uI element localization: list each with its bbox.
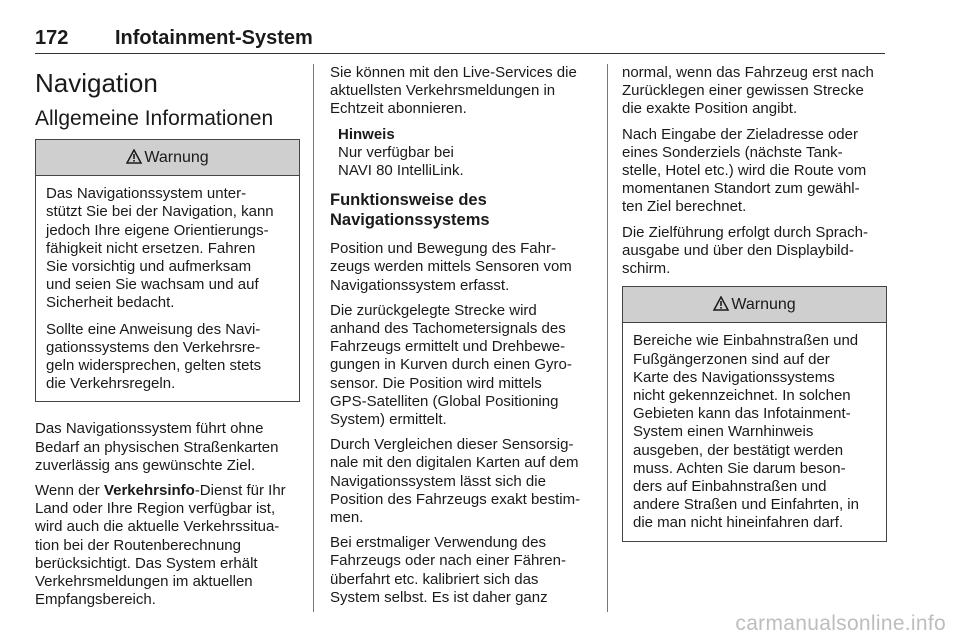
body-paragraph: normal, wenn das Fahrzeug erst nach Zurücklegen einer gewissen Strecke die exakte Position angibt. xyxy=(622,64,874,118)
warning-text: Bereiche wie Einbahnstraßen und Fußgängerzonen sind auf der Karte des Navigationssystems nicht gekennzeichnet. In solchen Gebieten kann das Infotainment- System einen Warnhinweis ausgeben, der bestätigt werden muss. Achten Sie darum beson- ders auf Einbahnstraßen und andere Straßen und Einfahrten, in die man nicht hineinfahren darf. xyxy=(633,332,859,532)
warning-box xyxy=(35,139,300,402)
watermark: carmanualsonline.info xyxy=(735,612,946,635)
column-3 xyxy=(622,64,887,560)
warning-text: Das Navigationssystem unter- stützt Sie bei der Navigation, kann jedoch Ihre eigene Orientierungs- fähigkeit nicht ersetzen. Fahren Sie vorsichtig und aufmerksam und seien Sie wachsam und auf Sicherheit bedacht. xyxy=(46,185,274,312)
chapter-title: Navigation xyxy=(35,68,158,98)
body-paragraph xyxy=(35,482,300,609)
body-paragraph: Nach Eingabe der Zieladresse oder eines Sonderziels (nächste Tank- stelle, Hotel etc.) wird die Route vom momentanen Standort zum gewähl- ten Ziel berechnet. xyxy=(622,125,867,216)
column-divider xyxy=(607,64,608,612)
bold-term: Verkehrsinfo xyxy=(103,482,195,500)
warning-triangle-icon xyxy=(713,296,729,311)
body-paragraph: Durch Vergleichen dieser Sensorsig- nale mit den digitalen Karten auf dem Navigationssystem lässt sich die Position des Fahrzeugs exakt bestim- men. xyxy=(330,436,581,527)
note-block xyxy=(338,126,595,181)
column-1 xyxy=(35,64,300,616)
subsection-heading: Funktionsweise des Navigationssystems xyxy=(330,191,490,230)
section-heading: Allgemeine Informationen xyxy=(35,107,274,130)
body-paragraph: Position und Bewegung des Fahr- zeugs werden mittels Sensoren vom Navigationssystem erfasst. xyxy=(330,240,572,294)
page-number: 172 xyxy=(35,27,69,49)
warning-header xyxy=(623,287,886,323)
note-title: Hinweis xyxy=(338,125,395,143)
warning-text: Sollte eine Anweisung des Navi- gationssystems den Verkehrsre- geln widersprechen, gelten stets die Verkehrsregeln. xyxy=(46,320,262,393)
warning-header xyxy=(36,140,299,176)
column-divider xyxy=(313,64,314,612)
body-paragraph: Bei erstmaliger Verwendung des Fahrzeugs oder nach einer Fähren- überfahrt etc. kalibriert sich das System selbst. Es ist daher ganz xyxy=(330,534,566,606)
column-2 xyxy=(330,64,595,614)
section-title: Infotainment-System xyxy=(115,27,313,49)
warning-label: Warnung xyxy=(731,296,796,314)
warning-box xyxy=(622,286,887,541)
text-run: Wenn der xyxy=(35,482,104,500)
warning-body xyxy=(623,323,886,540)
warning-label: Warnung xyxy=(144,149,209,166)
body-paragraph: Sie können mit den Live-Services die aktuellsten Verkehrsmeldungen in Echtzeit abonnieren. xyxy=(330,64,577,118)
body-paragraph: Die zurückgelegte Strecke wird anhand des Tachometersignals des Fahrzeugs ermittelt und Drehbewe- gungen in Kurven durch einen Gyro- sensor. Die Position wird mittels GPS-Satelliten (Global Positioning System) ermittelt. xyxy=(330,301,572,429)
warning-triangle-icon xyxy=(126,149,142,164)
body-paragraph: Die Zielführung erfolgt durch Sprach- ausgabe und über den Displaybild- schirm. xyxy=(622,223,868,278)
body-paragraph: Das Navigationssystem führt ohne Bedarf an physischen Straßenkarten zuverlässig ans gewünschte Ziel. xyxy=(35,420,279,474)
warning-body xyxy=(36,176,299,401)
note-text: Nur verfügbar bei NAVI 80 IntelliLink. xyxy=(338,143,464,180)
text-run: -Dienst für Ihr Land oder Ihre Region verfügbar ist, wird auch die aktuelle Verkehrssitua- tion bei der Routenberechnung berücksichtigt. Das System erhält Verkehrsmeldungen im aktuellen Empfangsbereich. xyxy=(35,482,286,609)
page-header xyxy=(35,27,885,54)
